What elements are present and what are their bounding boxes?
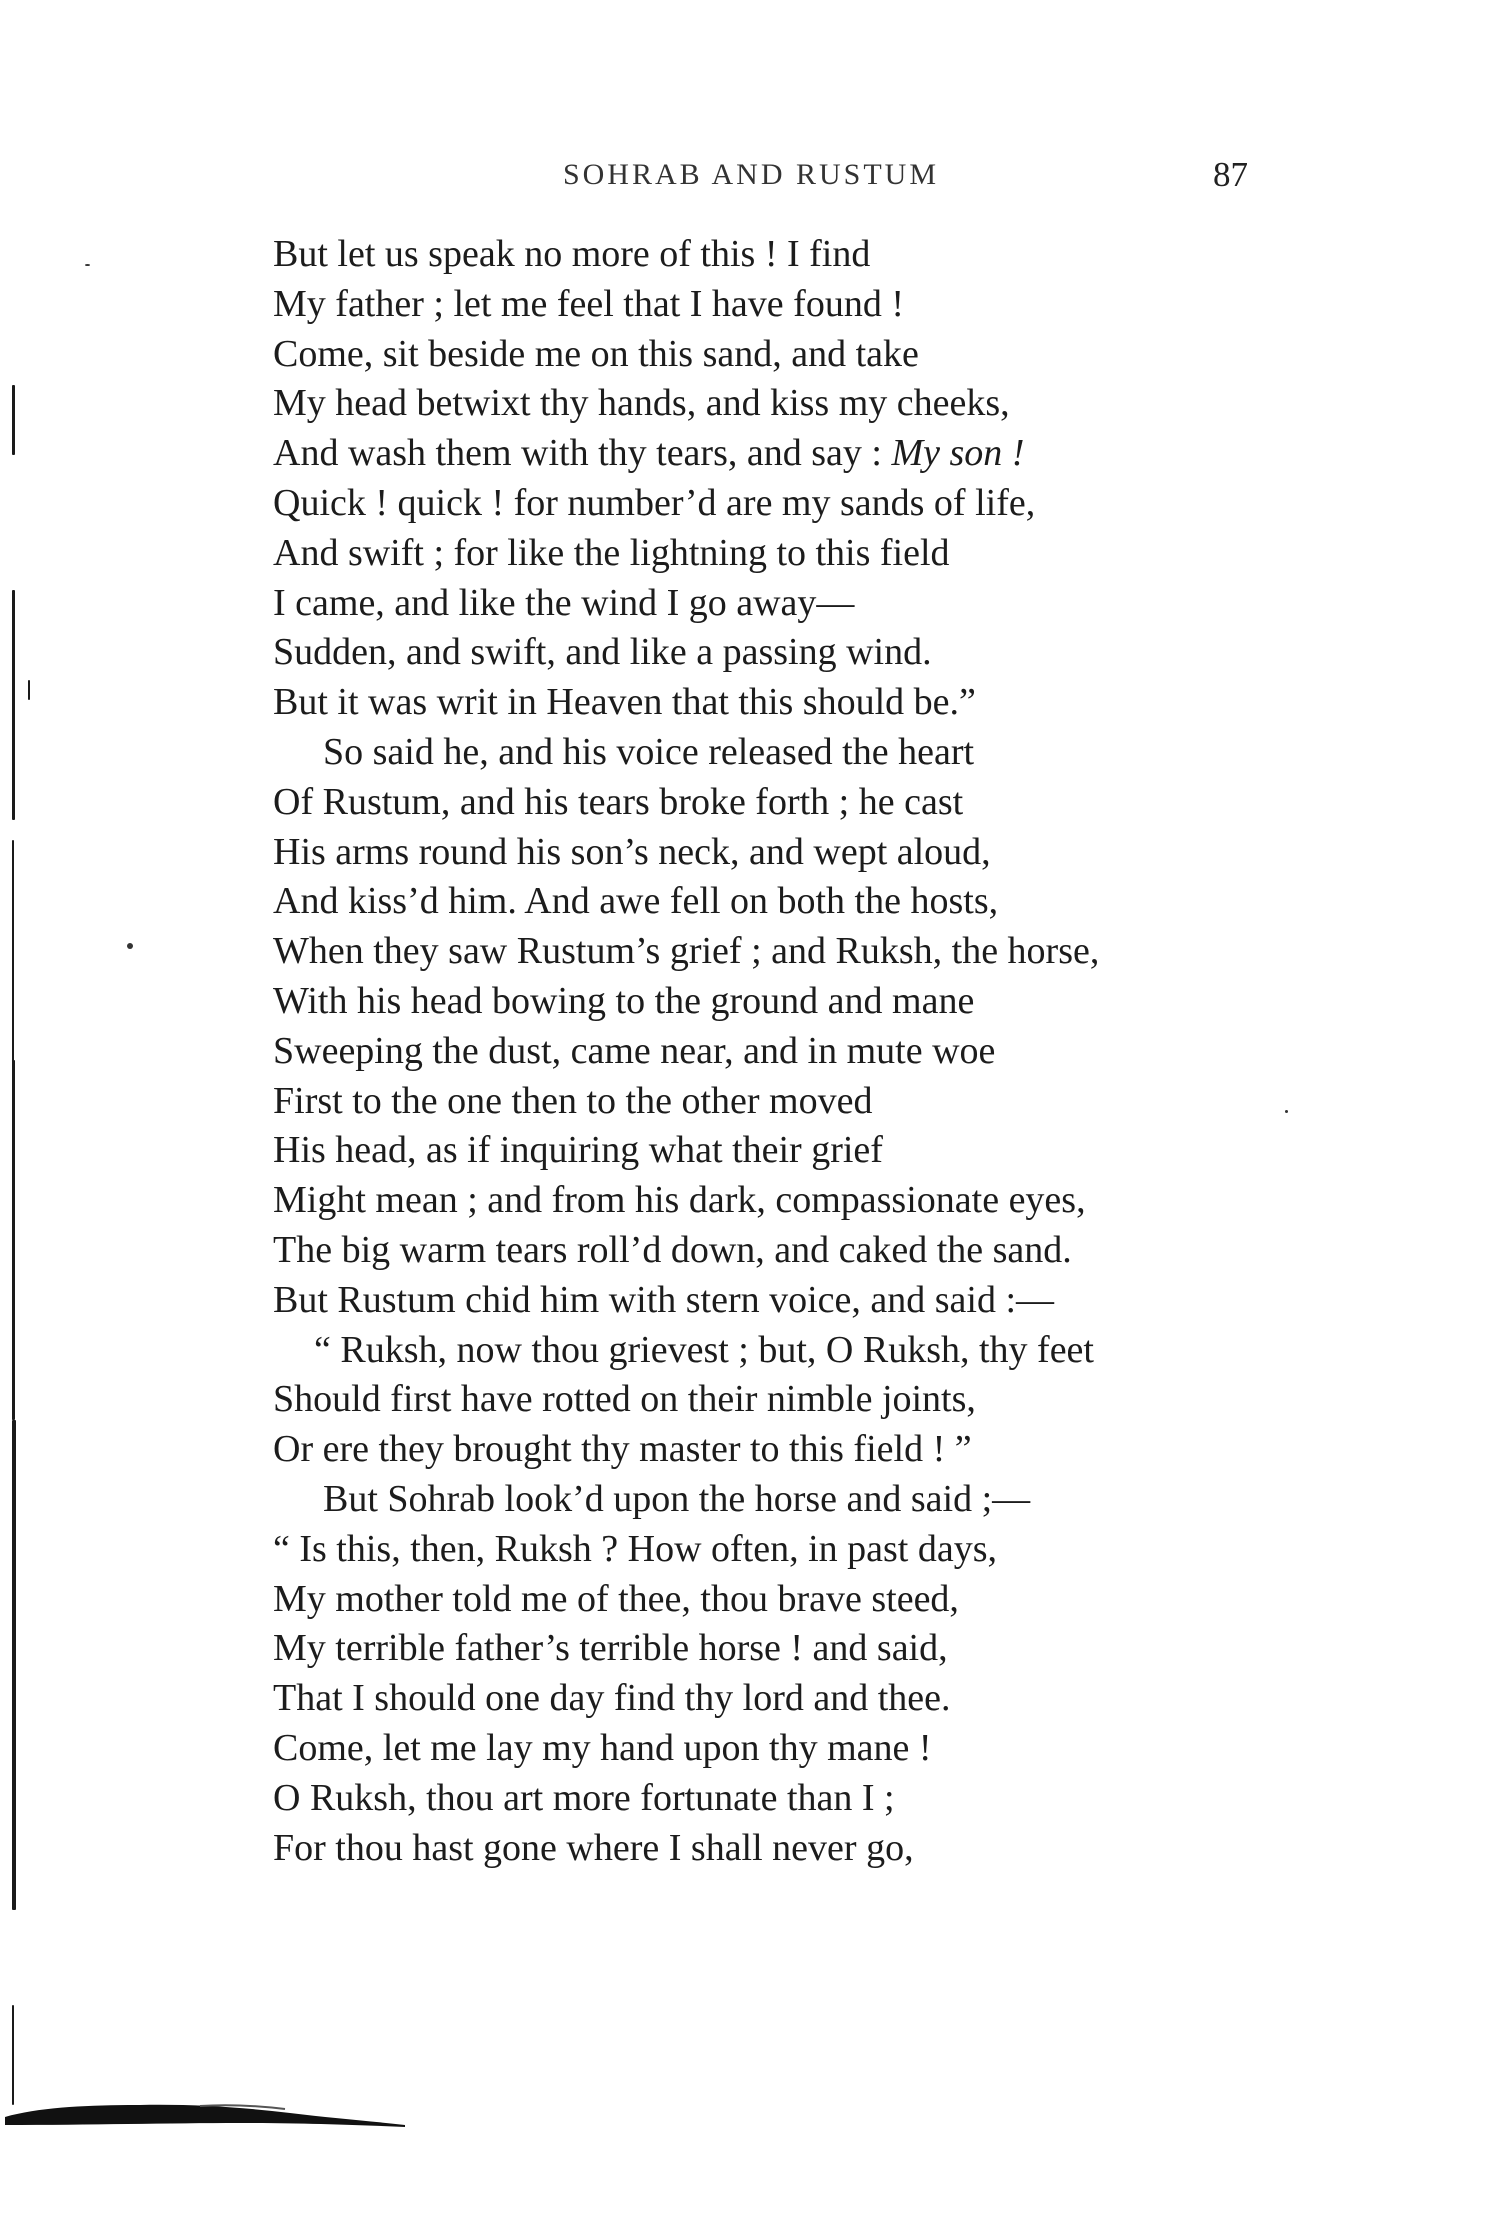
poem-line <box>273 1525 1273 1575</box>
poem-line <box>273 1425 1273 1475</box>
poem-line <box>273 529 1273 579</box>
poem-line-text: O Ruksh, thou art more fortunate than I ; <box>273 1776 895 1819</box>
poem-line <box>273 330 1273 380</box>
poem-line <box>273 1575 1273 1625</box>
scan-margin-mark <box>28 680 30 700</box>
scan-margin-mark <box>12 1060 15 1420</box>
poem-line-text: Might mean ; and from his dark, compassionate eyes, <box>273 1179 1086 1222</box>
poem-line-text: So said he, and his voice released the heart <box>323 730 975 773</box>
poem-line-text: His arms round his son’s neck, and wept aloud, <box>273 830 991 873</box>
poem-line-emphasis: My son ! <box>891 432 1025 475</box>
poem-line <box>273 678 1273 728</box>
poem-line <box>273 579 1273 629</box>
poem-line <box>273 1326 1273 1376</box>
poem-line <box>273 1126 1273 1176</box>
poem-line <box>273 230 1273 280</box>
poem-line-text: But Rustum chid him with stern voice, and said :— <box>273 1278 1055 1321</box>
poem-line <box>273 1276 1273 1326</box>
poem-line-text: “ Is this, then, Ruksh ? How often, in past days, <box>273 1527 998 1570</box>
poem-line-text: And wash them with thy tears, and say : <box>273 432 892 475</box>
poem-line <box>273 280 1273 330</box>
poem-line <box>273 1375 1273 1425</box>
poem-line <box>273 1027 1273 1077</box>
poem-line <box>273 1624 1273 1674</box>
poem-line-text: I came, and like the wind I go away— <box>273 581 855 624</box>
poem-line <box>273 1475 1273 1525</box>
page-number: 87 <box>1213 155 1248 194</box>
poem-line-text: Sudden, and swift, and like a passing wind. <box>273 631 932 674</box>
poem-line-text: That I should one day find thy lord and thee. <box>273 1677 951 1720</box>
poem-line-text: But it was writ in Heaven that this should be.” <box>273 681 976 724</box>
poem-line-text: My mother told me of thee, thou brave steed, <box>273 1577 959 1620</box>
poem-line-text: With his head bowing to the ground and mane <box>273 979 975 1022</box>
scan-speck <box>1285 1110 1288 1113</box>
poem-line <box>273 1824 1273 1874</box>
poem-line-text: “ Ruksh, now thou grievest ; but, O Ruksh, thy feet <box>314 1328 1094 1371</box>
poem-line-text: Come, sit beside me on this sand, and take <box>273 332 919 375</box>
poem-line-text: But Sohrab look’d upon the horse and said ;— <box>323 1477 1031 1520</box>
poem-line <box>273 927 1273 977</box>
poem-line <box>273 429 1273 479</box>
poem-line-text: The big warm tears roll’d down, and caked the sand. <box>273 1228 1072 1271</box>
poem-line-text: And kiss’d him. And awe fell on both the hosts, <box>273 880 999 923</box>
poem-line-text: My father ; let me feel that I have found ! <box>273 282 904 325</box>
scan-smudge <box>0 2085 420 2135</box>
scan-margin-mark <box>12 1420 16 1910</box>
poem-line <box>273 778 1273 828</box>
poem-line <box>273 628 1273 678</box>
poem-line-text: First to the one then to the other moved <box>273 1079 873 1122</box>
poem-line <box>273 1077 1273 1127</box>
poem-line-text: And swift ; for like the lightning to this field <box>273 531 950 574</box>
poem-line-text: Quick ! quick ! for number’d are my sands of life, <box>273 481 1036 524</box>
poem-line-text: His head, as if inquiring what their grief <box>273 1129 883 1172</box>
poem-line <box>273 1226 1273 1276</box>
poem-line-text: For thou hast gone where I shall never go, <box>273 1826 914 1869</box>
poem-line-text: My terrible father’s terrible horse ! and said, <box>273 1627 948 1670</box>
poem-line-text: But let us speak no more of this ! I find <box>273 233 871 275</box>
running-head: SOHRAB AND RUSTUM <box>562 158 940 191</box>
poem-line <box>273 828 1273 878</box>
scan-speck <box>127 943 133 949</box>
poem-line-text: When they saw Rustum’s grief ; and Ruksh, the horse, <box>273 930 1100 973</box>
scan-margin-mark <box>12 385 15 455</box>
scan-speck <box>85 264 90 266</box>
poem-line-text: Come, let me lay my hand upon thy mane ! <box>273 1726 932 1769</box>
poem-line <box>273 1724 1273 1774</box>
poem-text <box>273 230 1273 1873</box>
poem-line-text: Of Rustum, and his tears broke forth ; he cast <box>273 780 964 823</box>
poem-line <box>273 379 1273 429</box>
poem-line <box>273 479 1273 529</box>
poem-line-text: Or ere they brought thy master to this field ! ” <box>273 1428 972 1471</box>
poem-line-text: Should first have rotted on their nimble joints, <box>273 1378 976 1421</box>
poem-line <box>273 977 1273 1027</box>
poem-line <box>273 1674 1273 1724</box>
poem-line-text: Sweeping the dust, came near, and in mute woe <box>273 1029 996 1072</box>
poem-line <box>273 1176 1273 1226</box>
poem-line <box>273 1774 1273 1824</box>
poem-line-text: My head betwixt thy hands, and kiss my cheeks, <box>273 382 1010 425</box>
poem-line <box>273 728 1273 778</box>
poem-line <box>273 877 1273 927</box>
scan-margin-mark <box>12 590 15 820</box>
